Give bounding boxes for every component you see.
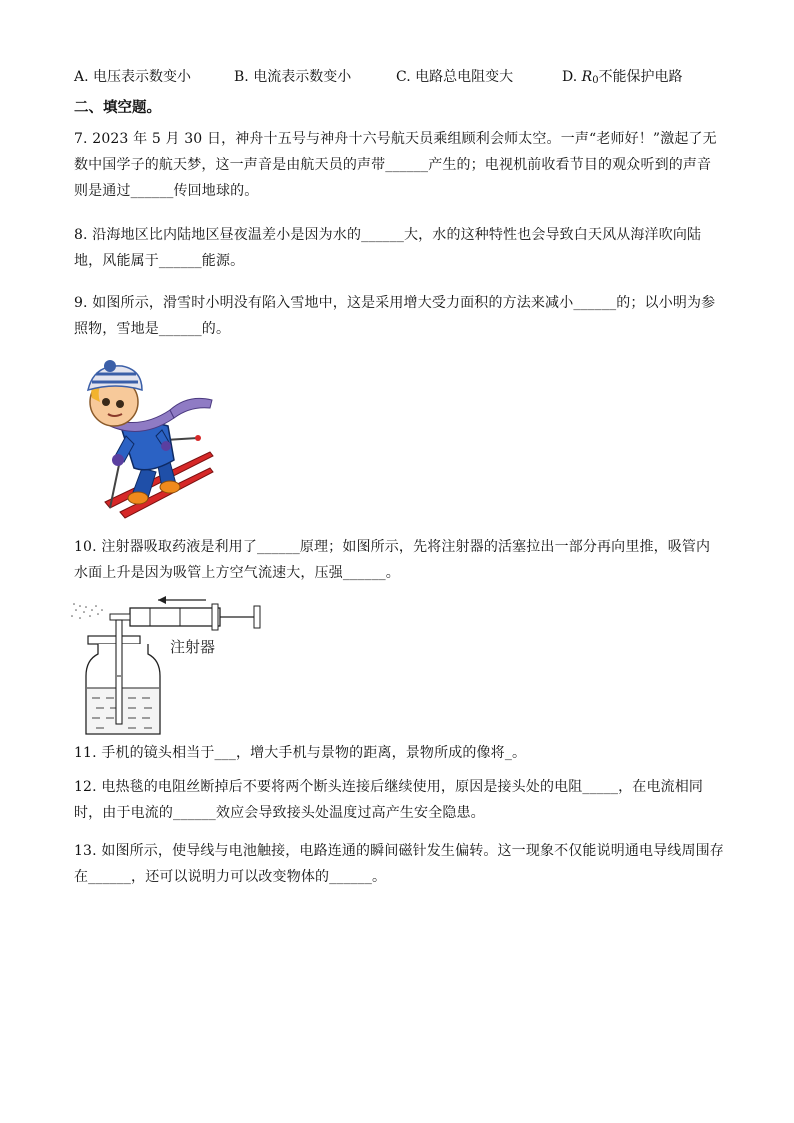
syringe-label: 注射器: [170, 638, 216, 656]
spray-dots: [71, 603, 103, 619]
section-title: 二、填空题。: [74, 99, 161, 116]
answer-options: [74, 66, 734, 88]
option-a: A. 电压表示数变小: [74, 69, 192, 85]
question-11: 11. 手机的镜头相当于___，增大手机与景物的距离，景物所成的像将_。: [74, 745, 527, 761]
option-c: C. 电路总电阻变大: [396, 69, 514, 85]
option-d-sub: 0: [592, 75, 599, 86]
option-d-var: R: [581, 69, 593, 85]
option-b: B. 电流表示数变小: [234, 69, 352, 85]
question-8: 8. 沿海地区比内陆地区昼夜温差小是因为水的______大，水的这种特性也会导致白天风从海洋吹向陆地，风能属于______能源。: [74, 227, 702, 269]
option-d-suffix: 不能保护电路: [598, 69, 683, 85]
option-d-prefix: D.: [562, 69, 582, 85]
option-d: [562, 66, 683, 86]
question-13: 13. 如图所示，使导线与电池触接，电路连通的瞬间磁针发生偏转。这一现象不仅能说明通电导线周围存在______，还可以说明力可以改变物体的______。: [74, 843, 724, 885]
skier-illustration: [70, 360, 220, 520]
syringe-diagram: [66, 592, 266, 738]
question-7: 7. 2023 年 5 月 30 日，神舟十五号与神舟十六号航天员乘组顾利会师太空。一声“老师好！”激起了无数中国学子的航天梦，这一声音是由航天员的声带______产生的；电视机前收看节目的观众听到的声音则是通过______传回地球的。: [74, 131, 717, 199]
question-12: 12. 电热毯的电阻丝断掉后不要将两个断头连接后继续使用，原因是接头处的电阻_____，在电流相同时，由于电流的______效应会导致接头处温度过高产生安全隐患。: [74, 779, 704, 821]
question-9: 9. 如图所示，滑雪时小明没有陷入雪地中，这是采用增大受力面积的方法来减小______的；以小明为参照物，雪地是______的。: [74, 295, 716, 337]
question-10: 10. 注射器吸取药液是利用了______原理；如图所示，先将注射器的活塞拉出一部分再向里推，吸管内水面上升是因为吸管上方空气流速大，压强______。: [74, 539, 711, 581]
